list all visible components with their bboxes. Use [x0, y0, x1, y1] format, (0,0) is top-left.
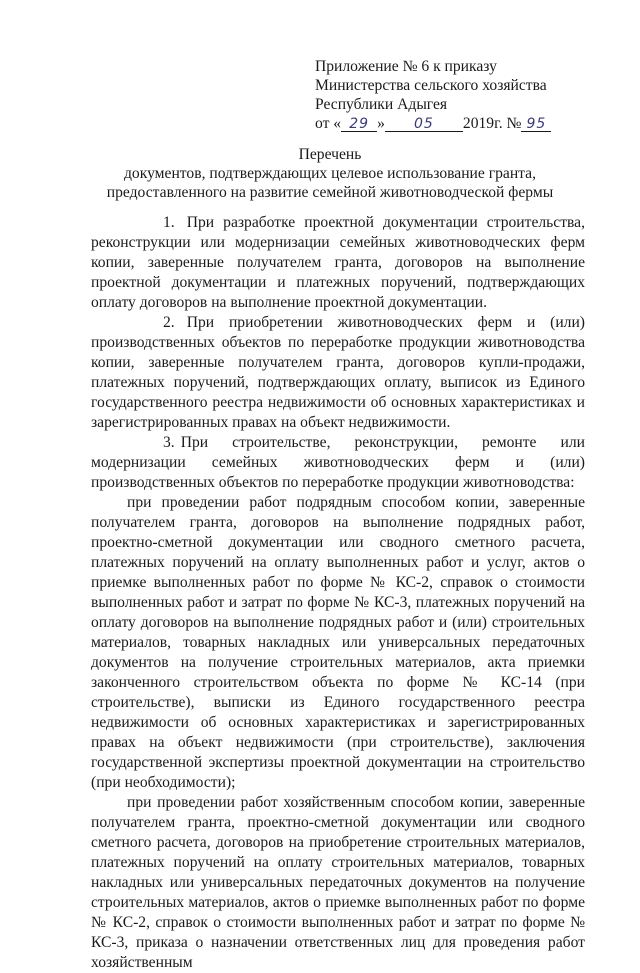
paragraph-number: 1.: [163, 214, 175, 231]
list-subtitle-line1: документов, подтверждающих целевое использование гранта,: [123, 165, 536, 182]
list-subtitle-line2: предоставленного на развитие семейной животноводческой фермы: [106, 184, 554, 201]
header-line-republic: Республики Адыгея: [315, 96, 448, 113]
paragraph-text: При разработке проектной документации строительства, реконструкции или модернизации семейных животноводческих ферм копии, заверенные получателем гранта, договоров на выполнение проектной документации и платежных поручений, подтверждающих оплату договоров на выполнение проектной документации.: [91, 214, 585, 311]
header-line-appendix: Приложение № 6 к приказу: [315, 58, 497, 75]
paragraph-2: [91, 313, 585, 433]
paragraph-text: при проведении работ подрядным способом копии, заверенные получателем гранта, договоров на выполнение подрядных работ, проектно-сметной документации или сводного сметного расчета, платежных поручений на оплату выполненных работ и услуг, актов о приемке выполненных работ по форме № КС-2, справок о стоимости выполненных работ и затрат по форме № КС-3, платежных поручений на оплату договоров на выполнение подрядных работ и (или) строительных материалов, товарных накладных или универсальных передаточных документов на получение строительных материалов, акта приемки законченного строительством объекта по форме № КС-14 (при строительстве), выписки из Единого государственного реестра недвижимости об основных характеристиках и зарегистрированных правах на объект недвижимости (при строительстве), заключения государственной экспертизы проектной документации на строительство (при необходимости);: [91, 494, 585, 791]
date-prefix: от «: [315, 115, 342, 132]
date-mid: »: [377, 115, 385, 132]
paragraph-3-own-works: [91, 793, 585, 973]
order-number: 95: [521, 117, 551, 132]
header-line-ministry: Министерства сельского хозяйства: [315, 77, 547, 94]
order-day: 29: [341, 117, 377, 132]
date-year: 2019г. №: [462, 115, 522, 132]
paragraph-text: при проведении работ хозяйственным способом копии, заверенные получателем гранта, проектно-сметной документации или сводного сметного расчета, договоров на приобретение строительных материалов, платежных поручений на оплату строительных материалов, товарных накладных или универсальных передаточных документов на получение строительных материалов, актов о приемке выполненных работ по форме № КС-2, справок о стоимости выполненных работ и затрат по форме № КС-3, приказа о назначении ответственных лиц для проведения работ хозяйственным: [91, 794, 585, 971]
order-month: 05: [385, 117, 463, 132]
document-body: [91, 213, 585, 973]
appendix-header: [315, 57, 615, 133]
paragraph-number: 3.: [163, 434, 175, 451]
paragraph-1: [91, 213, 585, 313]
paragraph-text: При строительстве, реконструкции, ремонте или модернизации семейных животноводческих ферм и (или) производственных объектов по переработке продукции животноводства:: [91, 434, 585, 491]
list-title: Перечень: [298, 146, 362, 163]
paragraph-3: [91, 433, 585, 493]
paragraph-number: 2.: [163, 314, 175, 331]
order-date-line: [315, 114, 615, 133]
paragraph-text: При приобретении животноводческих ферм и (или) производственных объектов по переработке продукции животноводства копии, заверенные получателем гранта, договоров купли-продажи, платежных поручений, подтверждающих оплату, выписок из Единого государственного реестра недвижимости об основных характеристиках и зарегистрированных правах на объект недвижимости.: [91, 314, 585, 431]
paragraph-3-contract-works: [91, 493, 585, 793]
